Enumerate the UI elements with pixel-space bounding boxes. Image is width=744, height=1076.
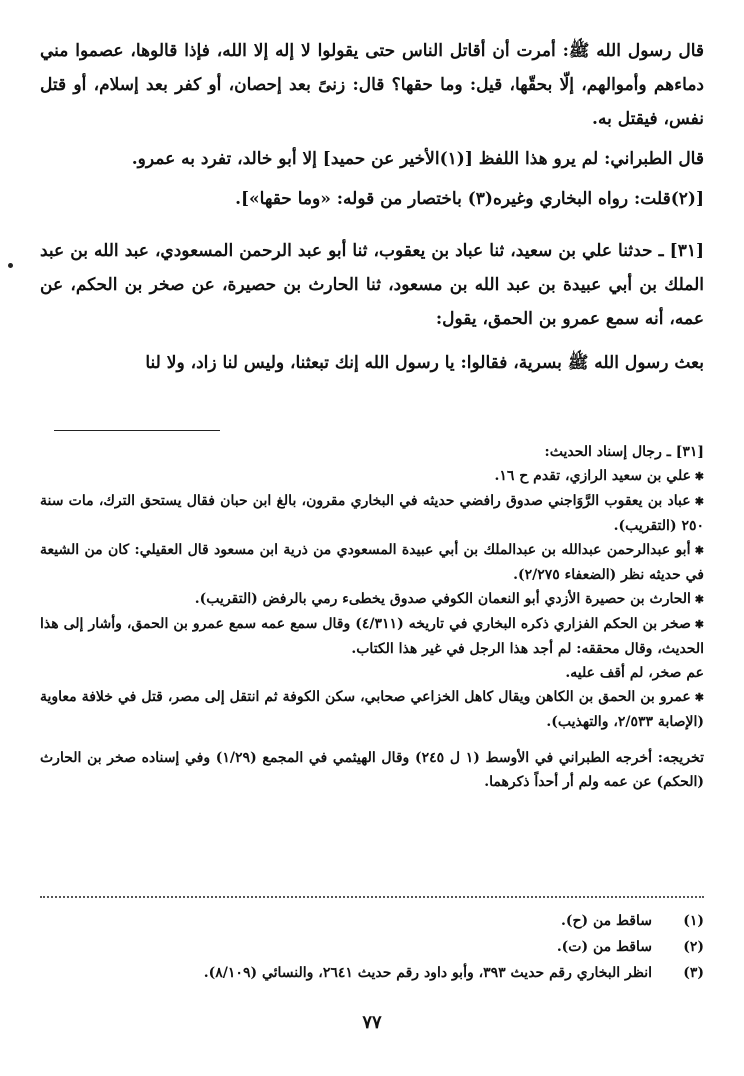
footnote-text: ساقط من (ح). (560, 913, 652, 929)
narrator-note: ✱ صخر بن الحكم الفزاري ذكره البخاري في تاريخه (٤/٣١١) وقال سمع عمه سمع عمرو بن الحمق، وأشار إلى هذا الحديث، وقال محققه: لم أجد هذا الرجل في غير هذا الكتاب. (40, 612, 704, 661)
footnotes-divider (40, 896, 704, 898)
hadith-31-matn: بعث رسول الله ﷺ بسرية، فقالوا: يا رسول الله إنك تبعثنا، وليس لنا زاد، ولا لنا (145, 353, 704, 373)
footnote-text: ساقط من (ت). (556, 939, 652, 955)
footnotes (40, 908, 704, 986)
hadith-31-isnad: [٣١] ـ حدثنا علي بن سعيد، ثنا عباد بن يعقوب، ثنا أبو عبد الرحمن المسعودي، عبد الله بن عبد الملك بن أبي عبيدة بن عبد الله بن مسعود، ثنا الحارث بن حصيرة، عن صخر بن الحكم، عن عمه، أنه سمع عمرو بن الحمق، يقول: (40, 241, 704, 329)
footnote-number: (١) (683, 913, 704, 929)
narrator-note: عم صخر، لم أقف عليه. (565, 665, 704, 681)
page-number: ٧٧ (362, 1012, 382, 1033)
takhrij-note: تخريجه: أخرجه الطبراني في الأوسط (١ ل ٢٤٥) وقال الهيثمي في المجمع (١/٢٩) وفي إسناده صخر بن الحارث (الحكم) عن عمه ولم أر أحداً ذكرهما. (40, 750, 704, 790)
footnote (40, 960, 704, 986)
narrator-note: ✱ علي بن سعيد الرازي، تقدم ح ١٦. (40, 464, 704, 489)
commentary-notes (40, 440, 704, 794)
main-text (40, 34, 704, 380)
footnote-number: (٢) (683, 939, 704, 955)
narrator-note: ✱ أبو عبدالرحمن عبدالله بن عبدالملك بن أبي عبيدة المسعودي من ذرية ابن مسعود قال العقيلي: كان من الشيعة في حديثه نظر (الضعفاء ٢/٢٧٥). (40, 538, 704, 587)
footnote-number: (٣) (683, 965, 704, 981)
narrator-note: ✱ عباد بن يعقوب الرَّوَاجني صدوق رافضي حديثه في البخاري مقرون، بالغ ابن حبان فقال يستحق الترك، مات سنة ٢٥٠ (التقريب). (40, 489, 704, 538)
narrator-note: ✱ الحارث بن حصيرة الأزدي أبو النعمان الكوفي صدوق يخطىء رمي بالرفض (التقريب). (40, 587, 704, 612)
footnote (40, 934, 704, 960)
paragraph-tabarani-comment: قال الطبراني: لم يرو هذا اللفظ [(١)الأخير عن حميد] إلا أبو خالد، تفرد به عمرو. (131, 149, 704, 169)
footnote-text: انظر البخاري رقم حديث ٣٩٣، وأبو داود رقم حديث ٢٦٤١، والنسائي (٨/١٠٩). (203, 965, 652, 981)
notes-divider (54, 430, 220, 431)
paragraph-author-comment: [(٢)قلت: رواه البخاري وغيره(٣) باختصار من قوله: «وما حقها»]. (235, 189, 704, 209)
narrator-note: ✱ عمرو بن الحمق بن الكاهن ويقال كاهل الخزاعي صحابي، سكن الكوفة ثم انتقل إلى مصر، قتل في خلافة معاوية (الإصابة ٢/٥٣٣، والتهذيب). (40, 685, 704, 734)
paragraph-hadith-30-text: قال رسول الله ﷺ: أمرت أن أقاتل الناس حتى يقولوا لا إله إلا الله، فإذا قالوها، عصموا مني دماءهم وأموالهم، إلّا بحقّها، قيل: وما حقها؟ قال: زنىً بعد إحصان، أو كفر بعد إسلام، أو قتل نفس، فيقتل به. (40, 41, 705, 129)
margin-dot (8, 263, 13, 268)
notes-heading: [٣١] ـ رجال إسناد الحديث: (544, 444, 704, 460)
footnote (40, 908, 704, 934)
